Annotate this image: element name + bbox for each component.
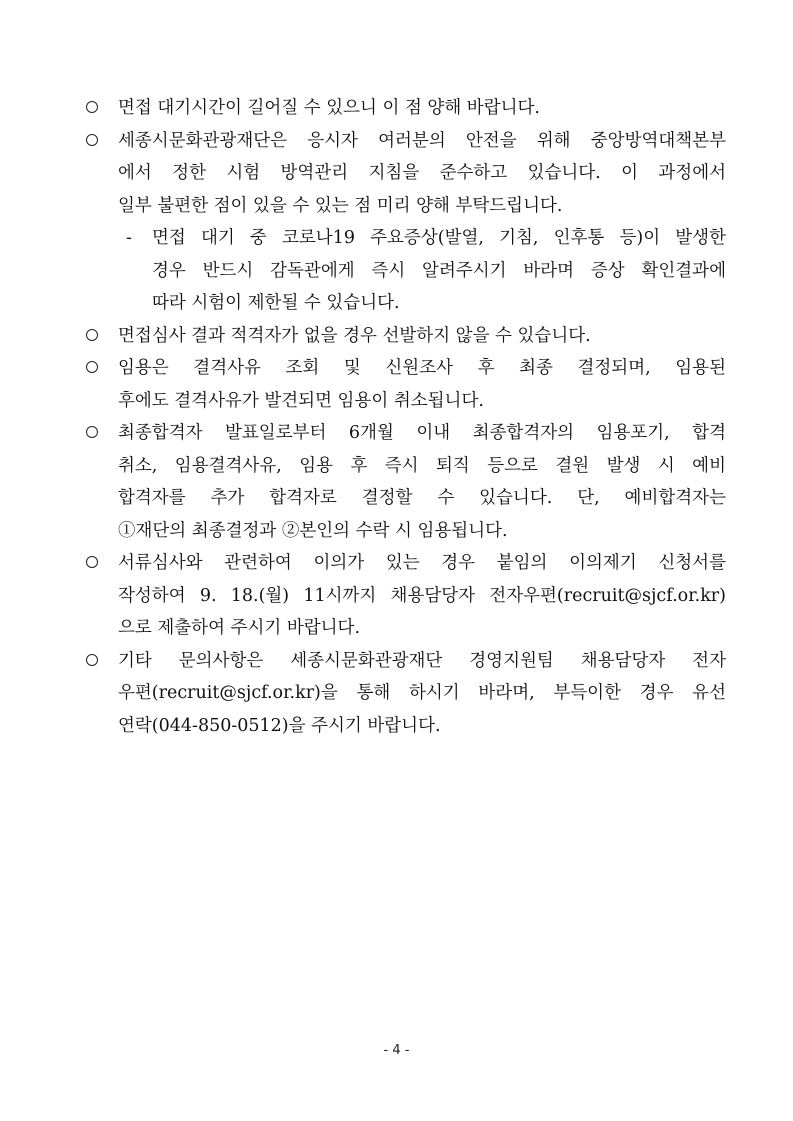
circle-bullet-icon [86,329,98,341]
circle-bullet-icon [86,426,98,438]
circle-bullet-icon [86,654,98,666]
item-line: 작성하여 9. 18.(월) 11시까지 채용담당자 전자우편(recruit@sjcf.or.kr) [118,585,726,606]
item-line: 에서 정한 시험 방역관리 지침을 준수하고 있습니다. 이 과정에서 [118,163,726,183]
list-item [86,352,726,417]
item-line: 세종시문화관광재단은 응시자 여러분의 안전을 위해 중앙방역대책본부 [118,130,726,151]
dash-marker: - [126,228,132,248]
circle-bullet-icon [86,556,98,568]
sub-item [126,222,726,320]
item-line: 면접심사 결과 적격자가 없을 경우 선발하지 않을 수 있습니다. [118,325,591,346]
sub-item-line: 면접 대기 중 코로나19 주요증상(발열, 기침, 인후통 등)이 발생한 [152,228,726,248]
item-line: 합격자를 추가 합격자로 결정할 수 있습니다. 단, 예비합격자는 [118,488,726,508]
item-line: 최종합격자 발표일로부터 6개월 이내 최종합격자의 임용포기, 합격 [118,423,726,443]
page-number: - 4 - [383,1043,410,1058]
notice-list [86,92,726,742]
circle-bullet-icon [86,361,98,373]
list-item [86,125,726,320]
item-line: ①재단의 최종결정과 ②본인의 수락 시 임용됩니다. [118,520,508,541]
item-line: 취소, 임용결격사유, 임용 후 즉시 퇴직 등으로 결원 발생 시 예비 [118,455,726,476]
item-line: 으로 제출하여 주시기 바랍니다. [118,618,361,638]
item-line: 일부 불편한 점이 있을 수 있는 점 미리 양해 부탁드립니다. [118,195,563,216]
item-line: 연락(044-850-0512)을 주시기 바랍니다. [118,715,441,736]
item-line: 기타 문의사항은 세종시문화관광재단 경영지원팀 채용담당자 전자 [118,650,726,671]
list-item [86,547,726,645]
sub-item-line: 경우 반드시 감독관에게 즉시 알려주시기 바라며 증상 확인결과에 [152,260,726,281]
item-line: 면접 대기시간이 길어질 수 있으니 이 점 양해 바랍니다. [118,98,540,118]
list-item [86,645,726,743]
list-item [86,417,726,547]
item-line: 서류심사와 관련하여 이의가 있는 경우 붙임의 이의제기 신청서를 [118,553,726,573]
list-item [86,92,726,125]
sub-item-line: 따라 시험이 제한될 수 있습니다. [152,293,400,313]
circle-bullet-icon [86,134,98,146]
item-line: 임용은 결격사유 조회 및 신원조사 후 최종 결정되며, 임용된 [118,358,726,378]
list-item [86,320,726,353]
circle-bullet-icon [86,101,98,113]
item-line: 우편(recruit@sjcf.or.kr)을 통해 하시기 바라며, 부득이한 경우 유선 [118,683,726,703]
item-line: 후에도 결격사유가 발견되면 임용이 취소됩니다. [118,390,484,411]
